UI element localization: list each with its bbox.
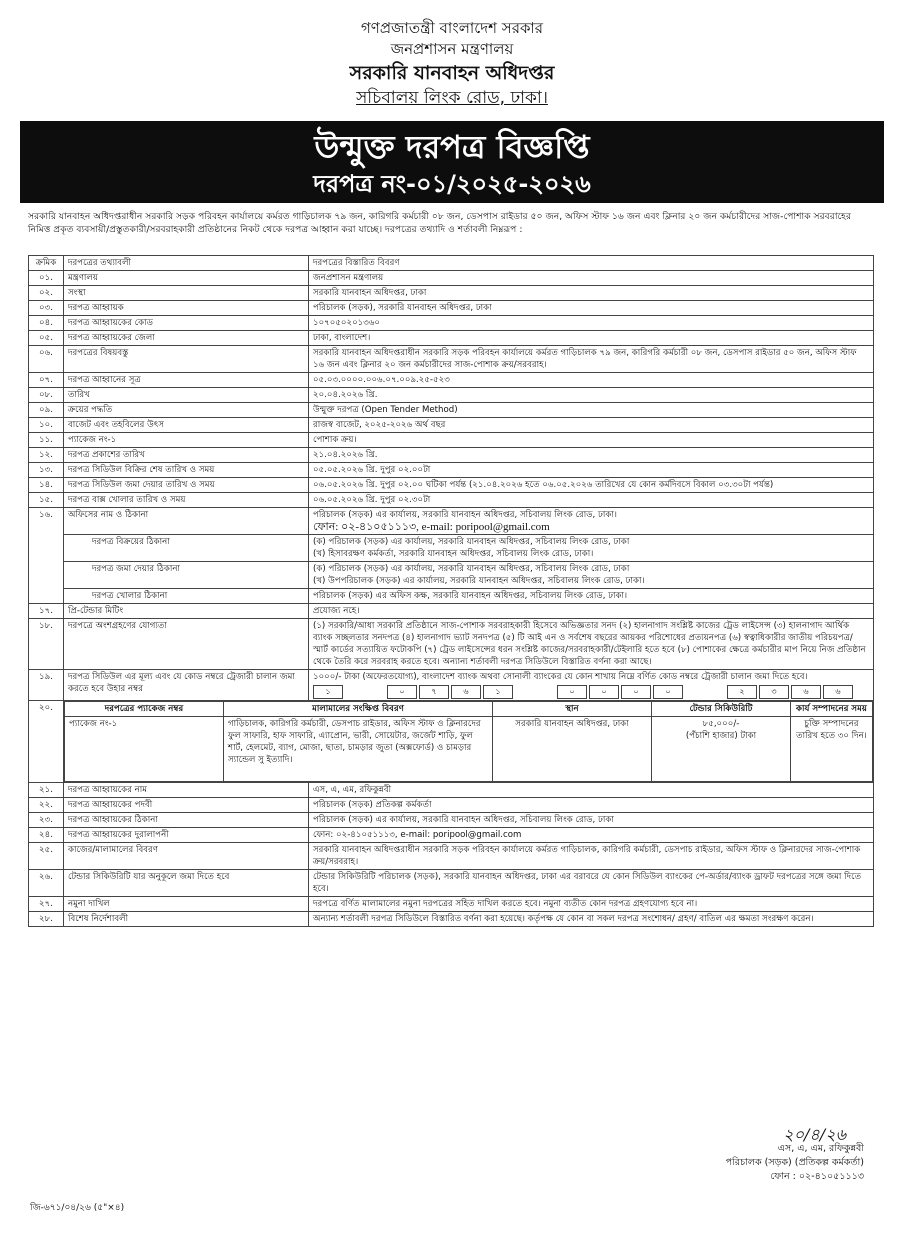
table-row [29, 331, 874, 346]
table-cell: সরকারি যানবাহন অধিদপ্তরাধীন সরকারি সড়ক পরিবহন কার্যালয়ে কর্মরত গাড়িচালক ৭৯ জন, কারিগরি কর্মচারী ০৮ জন, ডেসপাস রাইডার ৫০ জন, অফিস স্টাফ ১৬ জন এবং ক্লিনার ২০ জন কর্মচারীদের সাজ-পোশাক ক্রয়/সরবরাহ। [309, 346, 874, 373]
table-row [29, 670, 874, 701]
table-row [29, 418, 874, 433]
table-cell: বিশেষ নির্দেশাবলী [64, 912, 309, 927]
table-cell [309, 562, 874, 589]
table-cell: প্রযোজ্য নহে। [309, 604, 874, 619]
table-cell: দরপত্র আহ্বায়কের ঠিকানা [64, 813, 309, 828]
table-cell: দরপত্র সিডিউল বিক্রির শেষ তারিখ ও সময় [64, 463, 309, 478]
table-cell: ফোন: ০২-৪১০৫১১১৩, e-mail: poripool@gmail.com [309, 828, 874, 843]
code-digit: ০ [387, 685, 417, 699]
table-cell: ২৬. [29, 870, 64, 897]
package-head-cell: কার্য সম্পাদনের সময় [791, 702, 873, 717]
table-head-cell: দরপত্রের তথ্যাবলী [64, 256, 309, 271]
table-cell: ০৫.০৫.২০২৬ খ্রি. দুপুর ০২.০০টা [309, 463, 874, 478]
office-address: পরিচালক (সড়ক) এর কার্যালয়, সরকারি যানবাহন অধিদপ্তর, সচিবালয় লিংক রোড, ঢাকা। [313, 510, 617, 520]
table-cell: টেন্ডার সিকিউরিটি পরিচালক (সড়ক), সরকারি যানবাহন অধিদপ্তর, ঢাকা এর বরাবরে যে কোন সিডিউল ব্যাংকের পে-অর্ডার/ব্যাংক ড্রাফট দরপত্রের সঙ্গে জমা দিতে হবে। [309, 870, 874, 897]
table-cell [309, 670, 874, 701]
code-digit: ৬ [451, 685, 481, 699]
submit-address-line: (ক) পরিচালক (সড়ক) এর কার্যালয়, সরকারি যানবাহন অধিদপ্তর, সচিবালয় লিংক রোড, ঢাকা [313, 564, 630, 574]
table-cell: ২৫. [29, 843, 64, 870]
table-row [29, 813, 874, 828]
table-cell: কাজের/মালামালের বিবরণ [64, 843, 309, 870]
header-government: গণপ্রজাতন্ত্রী বাংলাদেশ সরকার [360, 19, 544, 37]
table-row [29, 286, 874, 301]
table-row [29, 535, 874, 562]
table-cell: দরপত্র আহ্বায়ক [64, 301, 309, 316]
table-row [29, 798, 874, 813]
signatory-title: পরিচালক (সড়ক) (প্রতিকল্প কর্মকর্তা) [725, 1157, 864, 1168]
table-cell: দরপত্র জমা দেয়ার ঠিকানা [64, 562, 309, 589]
table-cell: ঢাকা, বাংলাদেশ। [309, 331, 874, 346]
table-row [29, 604, 874, 619]
table-cell: পরিচালক (সড়ক) এর কার্যালয়, সরকারি যানবাহন অধিদপ্তর, সচিবালয় লিংক রোড, ঢাকা [309, 813, 874, 828]
table-cell: (১) সরকারি/আধা সরকারি প্রতিষ্ঠানে সাজ-পোশাক সরবরাহকারী হিসেবে অভিজ্ঞতার সনদ (২) হালনাগাদ সংশ্লিষ্ট কাজের ট্রেড লাইসেন্স (৩) হালনাগাদ আর্থিক ব্যাংক সচ্ছলতার সনদপত্র (৪) হালনাগাদ ভ্যাট সনদপত্র (৫) টি আই এন ও সর্বশেষ বছরের আয়কর পরিশোধের প্রত্যয়নপত্র (৬) স্বত্বাধিকারীর জাতীয় পরিচয়পত্র/ স্মার্ট কার্ডের সত্যায়িত ফটোকপি (৭) ট্রেড লাইসেন্সের ধরন সংশ্লিষ্ট কাজের/সরবরাহকারী/টেইলারি হতে হবে (৮) পোশাকের ক্ষেত্রে কর্মচারীর মাপ নিয়ে নিজ প্রতিষ্ঠান থেকে তৈরি করে সরবরাহ করতে হবে। অন্যান্য শর্তাবলী দরপত্র সিডিউলে বিস্তারিত বর্ণনা করা আছে। [309, 619, 874, 670]
table-row [29, 619, 874, 670]
table-cell: দরপত্র বিক্রয়ের ঠিকানা [64, 535, 309, 562]
title-band [20, 121, 884, 203]
table-cell: ০৪. [29, 316, 64, 331]
table-cell: মন্ত্রণালয় [64, 271, 309, 286]
table-cell: দরপত্র সিডিউল জমা দেয়ার তারিখ ও সময় [64, 478, 309, 493]
table-row [29, 301, 874, 316]
table-row [29, 346, 874, 373]
signature-mark: ২০/৪/২৬ [783, 1125, 846, 1144]
code-digit: ০ [653, 685, 683, 699]
header [0, 0, 904, 110]
table-cell: ০৩. [29, 301, 64, 316]
table-cell: ২০.০৪.২০২৬ খ্রি. [309, 388, 874, 403]
table-cell: ০৫.০৩.০০০০.০০৬.০৭.০০৯.২৫-৫২৩ [309, 373, 874, 388]
code-digit: ০ [621, 685, 651, 699]
table-cell: পোশাক ক্রয়। [309, 433, 874, 448]
sale-address-line: (ক) পরিচালক (সড়ক) এর কার্যালয়, সরকারি যানবাহন অধিদপ্তর, সচিবালয় লিংক রোড, ঢাকা [313, 537, 630, 547]
table-cell: টেন্ডার সিকিউরিটি যার অনুকূলে জমা দিতে হবে [64, 870, 309, 897]
code-gap [685, 685, 725, 697]
table-cell: অন্যান্য শর্তাবলী দরপত্র সিডিউলে বিস্তারিত বর্ণনা করা হয়েছে। কর্তৃপক্ষ যে কোন বা সকল দরপত্র সংশোধন/ গ্রহণ/ বাতিল এর ক্ষমতা সংরক্ষণ করেন। [309, 912, 874, 927]
table-cell: দরপত্রের বিষয়বস্তু [64, 346, 309, 373]
table-cell: এস, এ, এম, রফিকুন্নবী [309, 783, 874, 798]
table-cell: ২৭. [29, 897, 64, 912]
table-cell: সরকারি যানবাহন অধিদপ্তর, ঢাকা [309, 286, 874, 301]
tender-number: দরপত্র নং-০১/২০২৫-২০২৬ [313, 170, 591, 198]
package-head-cell: মালামালের সংক্ষিপ্ত বিবরণ [224, 702, 493, 717]
table-cell: দরপত্র প্রকাশের তারিখ [64, 448, 309, 463]
intro-paragraph: সরকারি যানবাহন অধিদপ্তরাধীন সরকারি সড়ক পরিবহন কার্যালয়ে কর্মরত গাড়িচালক ৭৯ জন, কারিগরি কর্মচারী ০৮ জন, ডেসপাস রাইডার ৫০ জন, অফিস স্টাফ ১৬ জন এবং ক্লিনার ২০ জন কর্মচারীদের সাজ-পোশাক সরবরাহের নিমিত্ত প্রকৃত ব্যবসায়ী/প্রস্তুতকারী/সরবরাহকারী প্রতিষ্ঠানের নিকট থেকে দরপত্র আহ্বান করা যাচ্ছে। দরপত্রের তথ্যাদি ও শর্তাবলী নিম্নরূপ : [28, 211, 852, 235]
package-head-cell: টেন্ডার সিকিউরিটি [652, 702, 791, 717]
package-head-cell: স্থান [493, 702, 652, 717]
code-digit: ৩ [759, 685, 789, 699]
package-cell [64, 701, 874, 783]
table-cell: ১৭. [29, 604, 64, 619]
table-cell: দরপত্র আহ্বায়কের কোড [64, 316, 309, 331]
print-code: জি-৬৭১/০৪/২৬ (৫"×৪) [30, 1203, 125, 1213]
table-cell: ০৬.০৫.২০২৬ খ্রি. দুপুর ০২.০০ ঘটিকা পর্যন্ত (২১.০৪.২০২৬ হতে ০৬.০৫.২০২৬ তারিখের যে কোন কর্মদিবসে বিকাল ০৩.৩০টা পর্যন্ত) [309, 478, 874, 493]
table-cell: দরপত্র আহ্বায়কের পদবী [64, 798, 309, 813]
security-security: ৮৫,০০০/- [702, 719, 740, 729]
header-department: সরকারি যানবাহন অধিদপ্তর [349, 62, 555, 84]
table-cell: ০৯. [29, 403, 64, 418]
code-digit: ৬ [791, 685, 821, 699]
submit-address-line: (খ) উপপরিচালক (সড়ক) এর কার্যালয়, সরকারি যানবাহন অধিদপ্তর, সচিবালয় লিংক রোড, ঢাকা। [313, 576, 645, 586]
table-cell: পরিচালক (সড়ক) প্রতিকল্প কর্মকর্তা [309, 798, 874, 813]
table-cell: তারিখ [64, 388, 309, 403]
table-cell: ০৫. [29, 331, 64, 346]
table-row [29, 433, 874, 448]
table-row [29, 448, 874, 463]
table-cell: দরপত্র আহ্বায়কের দুরালাপনী [64, 828, 309, 843]
table-cell: ১৯. [29, 670, 64, 701]
package-desc: গাড়িচালক, কারিগরি কর্মচারী, ডেসপাচ রাইডার, অফিস স্টাফ ও ক্লিনারদের ফুল সাফারি, হাফ সাফারি, এ্যাপ্রোন, ভারী, সোয়েটার, জর্জেট শাড়ি, ফুল শার্ট, হেলমেট, ব্যাগ, মোজা, ছাতা, চামড়ার জুতা (অক্সফোর্ড) ও চামড়ার স্যান্ডেল সু ইত্যাদি। [224, 717, 493, 782]
table-cell: পরিচালক (সড়ক), সরকারি যানবাহন অধিদপ্তর, ঢাকা [309, 301, 874, 316]
table-row [29, 783, 874, 798]
table-cell: দরপত্র বাক্স খোলার তারিখ ও সময় [64, 493, 309, 508]
table-cell: অফিসের নাম ও ঠিকানা [64, 508, 309, 535]
table-row [29, 870, 874, 897]
table-cell: ১৮. [29, 619, 64, 670]
table-cell: ২৩. [29, 813, 64, 828]
table-cell: ২০. [29, 701, 64, 783]
code-digit: ১ [313, 685, 343, 699]
table-cell: দরপত্র সিডিউল এর মূল্য এবং যে কোড নম্বরে ট্রেজারী চালান জমা করতে হবে উহার নম্বর [64, 670, 309, 701]
table-row [29, 493, 874, 508]
signature-block [725, 1125, 864, 1184]
schedule-price: ১০০০/- টাকা (অফেরতযোগ্য), বাংলাদেশ ব্যাংক অথবা সোনালী ব্যাংকের যে কোন শাখায় নিম্নে বর্ণিত কোড নম্বরে ট্রেজারী চালান জমা দিতে হবে। [313, 672, 808, 682]
table-cell: ১৩. [29, 463, 64, 478]
table-cell: দরপত্র আহ্বানের সূত্র [64, 373, 309, 388]
table-row [29, 271, 874, 286]
table-cell: ক্রয়ের পদ্ধতি [64, 403, 309, 418]
table-cell: দরপত্রে অংশগ্রহণের যোগ্যতা [64, 619, 309, 670]
header-ministry: জনপ্রশাসন মন্ত্রণালয় [390, 40, 514, 58]
package-row [65, 717, 873, 782]
notice-title: উন্মুক্ত দরপত্র বিজ্ঞপ্তি [314, 128, 590, 166]
table-cell: ১০৭০৫০২০১৩৬০ [309, 316, 874, 331]
table-cell: ২১.০৪.২০২৬ খ্রি. [309, 448, 874, 463]
table-cell: সংস্থা [64, 286, 309, 301]
header-address: সচিবালয় লিংক রোড, ঢাকা। [356, 88, 548, 108]
table-cell: নমুনা দাখিল [64, 897, 309, 912]
table-cell: দরপত্র আহ্বায়কের নাম [64, 783, 309, 798]
table-cell: প্যাকেজ নং-১ [64, 433, 309, 448]
table-cell: ১১. [29, 433, 64, 448]
table-cell: ১২. [29, 448, 64, 463]
table-cell: ১৪. [29, 478, 64, 493]
signatory-phone: ফোন : ০২-৪১০৫১১১৩ [770, 1171, 864, 1182]
code-gap [515, 685, 555, 697]
table-row [29, 562, 874, 589]
table-cell: ১০. [29, 418, 64, 433]
sale-address-line: (খ) হিসাবরক্ষণ কর্মকর্তা, সরকারি যানবাহন অধিদপ্তর, সচিবালয় লিংক রোড, ঢাকা। [313, 549, 594, 559]
table-cell: বাজেট এবং তহবিলের উৎস [64, 418, 309, 433]
table-cell: রাজস্ব বাজেট, ২০২৫-২০২৬ অর্থ বছর [309, 418, 874, 433]
table-cell: ২২. [29, 798, 64, 813]
table-cell: ২৮. [29, 912, 64, 927]
table-cell: ০১. [29, 271, 64, 286]
table-row [29, 403, 874, 418]
table-cell: দরপত্র খোলার ঠিকানা [64, 589, 309, 604]
table-cell: ০৭. [29, 373, 64, 388]
security-security_words: (পঁচাশি হাজার) টাকা [685, 731, 757, 741]
table-row [29, 589, 874, 604]
office-contact: ফোন: ০২-৪১০৫১১১৩, e-mail: poripool@gmail.com [313, 521, 550, 533]
table-row [29, 316, 874, 331]
signatory-name: এস, এ, এম, রফিকুন্নবী [777, 1143, 864, 1154]
table-head-cell: দরপত্রের বিস্তারিত বিবরণ [309, 256, 874, 271]
table-row [29, 912, 874, 927]
table-header-row [29, 256, 874, 271]
code-digit: ৭ [419, 685, 449, 699]
table-cell: ০২. [29, 286, 64, 301]
table-row [29, 373, 874, 388]
package-header-row [65, 702, 873, 717]
code-digit: ১ [483, 685, 513, 699]
package-place: সরকারি যানবাহন অধিদপ্তর, ঢাকা [493, 717, 652, 782]
code-digit: ৬ [823, 685, 853, 699]
table-cell: জনপ্রশাসন মন্ত্রণালয় [309, 271, 874, 286]
table-cell [309, 508, 874, 535]
table-cell: ২৪. [29, 828, 64, 843]
table-row [29, 508, 874, 535]
table-row [29, 897, 874, 912]
table-cell [309, 535, 874, 562]
table-row [29, 478, 874, 493]
table-cell: ১৫. [29, 493, 64, 508]
table-cell: ০৬.০৫.২০২৬ খ্রি. দুপুর ০২.৩০টা [309, 493, 874, 508]
table-cell: ০৮. [29, 388, 64, 403]
tender-table [28, 255, 874, 927]
code-digit: ০ [557, 685, 587, 699]
package-time: চুক্তি সম্পাদনের তারিখ হতে ৩০ দিন। [791, 717, 873, 782]
table-cell: সরকারি যানবাহন অধিদপ্তরাধীন সরকারি সড়ক পরিবহন কার্যালয়ে কর্মরত গাড়িচালক, কারিগরি কর্মচারী, ডেসপাচ রাইডার, অফিস স্টাফ ও ক্লিনারদের সাজ-পোশাক ক্রয়/সরবরাহ। [309, 843, 874, 870]
package-head-cell: দরপত্রের প্যাকেজ নম্বর [65, 702, 224, 717]
table-row [29, 843, 874, 870]
table-cell: উন্মুক্ত দরপত্র (Open Tender Method) [309, 403, 874, 418]
treasury-code [313, 685, 869, 699]
code-digit: ০ [589, 685, 619, 699]
package-table [64, 701, 873, 782]
table-cell: ২১. [29, 783, 64, 798]
table-head-cell: ক্রমিক [29, 256, 64, 271]
table-row [29, 388, 874, 403]
table-row [29, 701, 874, 783]
package-security [652, 717, 791, 782]
code-digit: ২ [727, 685, 757, 699]
table-cell: দরপত্রে বর্ণিত মালামালের নমুনা দরপত্রের সহিত দাখিল করতে হবে। নমুনা ব্যতীত কোন দরপত্র গ্রহণযোগ্য হবে না। [309, 897, 874, 912]
table-cell: পরিচালক (সড়ক) এর অফিস কক্ষ, সরকারি যানবাহন অধিদপ্তর, সচিবালয় লিংক রোড, ঢাকা। [309, 589, 874, 604]
table-row [29, 828, 874, 843]
code-gap [345, 685, 385, 697]
table-cell: ০৬. [29, 346, 64, 373]
table-cell: দরপত্র আহ্বায়কের জেলা [64, 331, 309, 346]
table-row [29, 463, 874, 478]
table-cell: ১৬. [29, 508, 64, 604]
package-package: প্যাকেজ নং-১ [65, 717, 224, 782]
table-cell: প্রি-টেন্ডার মিটিং [64, 604, 309, 619]
